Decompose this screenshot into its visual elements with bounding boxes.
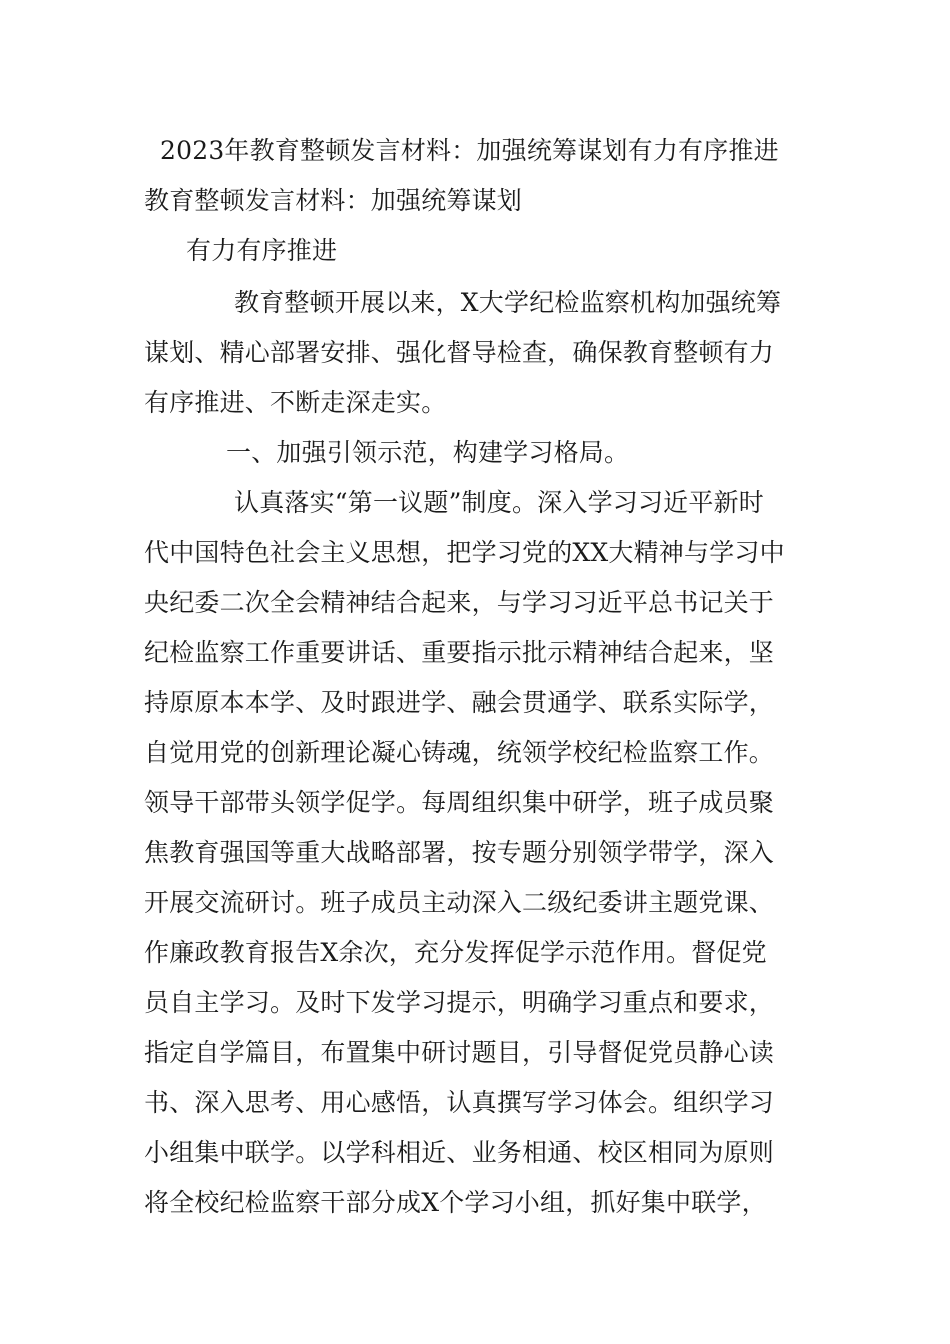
body-line: 作廉政教育报告X余次，充分发挥促学示范作用。督促党	[144, 938, 767, 967]
body-line: 员自主学习。及时下发学习提示，明确学习重点和要求，	[144, 988, 775, 1017]
body-line: 将全校纪检监察干部分成X个学习小组，抓好集中联学，	[144, 1188, 767, 1217]
section-heading: 一、加强引领示范，构建学习格局。	[226, 438, 630, 467]
body-line: 小组集中联学。以学科相近、业务相通、校区相同为原则	[144, 1138, 775, 1167]
intro-line: 有序推进、不断走深走实。	[144, 388, 447, 417]
body-line: 指定自学篇目，布置集中研讨题目，引导督促党员静心读	[144, 1038, 775, 1067]
body-line: 书、深入思考、用心感悟，认真撰写学习体会。组织学习	[144, 1088, 775, 1117]
document-subtitle: 教育整顿发言材料：加强统筹谋划	[144, 186, 523, 215]
body-line: 焦教育强国等重大战略部署，按专题分别领学带学，深入	[144, 838, 775, 867]
body-line: 自觉用党的创新理论凝心铸魂，统领学校纪检监察工作。	[144, 738, 775, 767]
body-line: 纪检监察工作重要讲话、重要指示批示精神结合起来，坚	[144, 638, 775, 667]
body-line: 持原原本本学、及时跟进学、融会贯通学、联系实际学，	[144, 688, 775, 717]
intro-line: 谋划、精心部署安排、强化督导检查，确保教育整顿有力	[144, 338, 775, 367]
body-line: 央纪委二次全会精神结合起来，与学习习近平总书记关于	[144, 588, 775, 617]
document-subtitle-continued: 有力有序推进	[186, 236, 338, 265]
document-title: 2023年教育整顿发言材料：加强统筹谋划有力有序推进	[160, 136, 779, 165]
body-line: 代中国特色社会主义思想，把学习党的XX大精神与学习中	[144, 538, 785, 567]
body-line: 认真落实“第一议题”制度。深入学习习近平新时	[234, 488, 764, 517]
intro-line: 教育整顿开展以来，X大学纪检监察机构加强统筹	[234, 288, 782, 317]
body-line: 领导干部带头领学促学。每周组织集中研学，班子成员聚	[144, 788, 775, 817]
body-line: 开展交流研讨。班子成员主动深入二级纪委讲主题党课、	[144, 888, 775, 917]
